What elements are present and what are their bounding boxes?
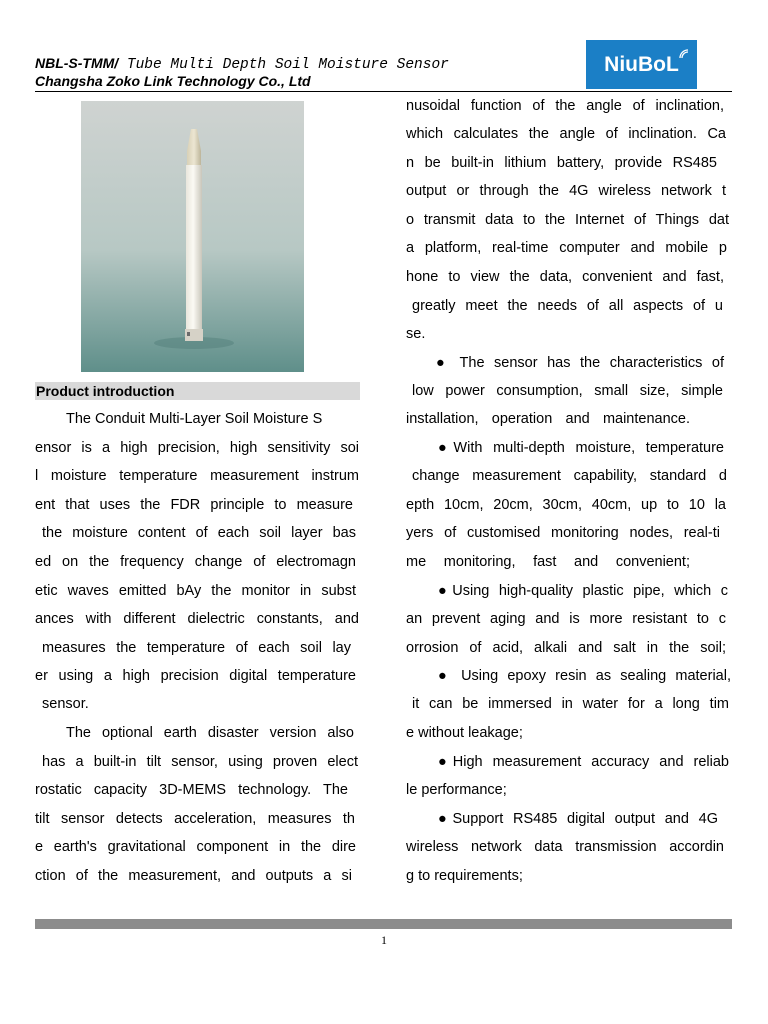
text-line: se. bbox=[406, 326, 426, 342]
niubol-logo bbox=[586, 40, 697, 89]
text-line: ●High measurement accuracy and reliab bbox=[438, 754, 729, 770]
text-line: g to requirements; bbox=[406, 868, 523, 884]
text-line: ● Using epoxy resin as sealing material, bbox=[438, 668, 731, 684]
text-line: me monitoring, fast and convenient; bbox=[406, 554, 690, 570]
text-line: ● The sensor has the characteristics of bbox=[436, 355, 724, 371]
text-line: an prevent aging and is more resistant to c bbox=[406, 611, 726, 627]
text-line: the moisture content of each soil layer bas bbox=[42, 525, 356, 541]
text-line: n be built-in lithium battery, provide RS485 bbox=[406, 155, 717, 171]
text-line: e without leakage; bbox=[406, 725, 523, 741]
text-line: low power consumption, small size, simple bbox=[412, 383, 723, 399]
section-heading-product-introduction: Product introduction bbox=[35, 382, 360, 400]
text-line: ction of the measurement, and outputs a si bbox=[35, 868, 352, 884]
text-line: er using a high precision digital temperature bbox=[35, 668, 356, 684]
document-title bbox=[35, 55, 449, 73]
product-title: Tube Multi Depth Soil Moisture Sensor bbox=[118, 57, 449, 73]
text-line: installation, operation and maintenance. bbox=[406, 411, 690, 427]
text-line: tilt sensor detects acceleration, measures th bbox=[35, 811, 355, 827]
text-line: The optional earth disaster version also bbox=[66, 725, 354, 741]
sensor-product-image bbox=[81, 101, 304, 372]
text-line: epth 10cm, 20cm, 30cm, 40cm, up to 10 la bbox=[406, 497, 726, 513]
text-line: ●With multi-depth moisture, temperature bbox=[438, 440, 724, 456]
text-line: nusoidal function of the angle of inclination, bbox=[406, 98, 724, 114]
text-line: o transmit data to the Internet of Things dat bbox=[406, 212, 729, 228]
logo-text: NiuBoL bbox=[604, 52, 679, 76]
text-line: has a built-in tilt sensor, using proven elect bbox=[42, 754, 358, 770]
text-line: ent that uses the FDR principle to measure bbox=[35, 497, 353, 513]
text-line: ensor is a high precision, high sensitivity soi bbox=[35, 440, 359, 456]
text-line: l moisture temperature measurement instrum bbox=[35, 468, 359, 484]
header-divider bbox=[35, 91, 732, 92]
text-line: etic waves emitted bAy the monitor in subst bbox=[35, 583, 356, 599]
footer-bar bbox=[35, 919, 732, 929]
text-line: which calculates the angle of inclination. Ca bbox=[406, 126, 726, 142]
text-line: The Conduit Multi-Layer Soil Moisture S bbox=[66, 411, 323, 427]
text-line: measures the temperature of each soil lay bbox=[42, 640, 351, 656]
text-line: rostatic capacity 3D-MEMS technology. The bbox=[35, 782, 348, 798]
text-line: ed on the frequency change of electromagn bbox=[35, 554, 356, 570]
text-line: ●Using high-quality plastic pipe, which c bbox=[438, 583, 728, 599]
model-code: NBL-S-TMM/ bbox=[35, 55, 119, 71]
text-line: yers of customised monitoring nodes, real-ti bbox=[406, 525, 720, 541]
signal-icon bbox=[679, 49, 689, 59]
company-name: Changsha Zoko Link Technology Co., Ltd bbox=[35, 73, 311, 89]
text-line: ●Support RS485 digital output and 4G bbox=[438, 811, 718, 827]
text-line: output or through the 4G wireless network t bbox=[406, 183, 726, 199]
text-line: it can be immersed in water for a long tim bbox=[412, 696, 729, 712]
text-line: hone to view the data, convenient and fast, bbox=[406, 269, 724, 285]
text-line: e earth's gravitational component in the dire bbox=[35, 839, 356, 855]
text-line: a platform, real-time computer and mobile p bbox=[406, 240, 727, 256]
text-line: change measurement capability, standard d bbox=[412, 468, 727, 484]
text-line: ances with different dielectric constants, and bbox=[35, 611, 359, 627]
text-line: wireless network data transmission accordin bbox=[406, 839, 724, 855]
page-number: 1 bbox=[381, 933, 387, 947]
text-line: greatly meet the needs of all aspects of u bbox=[412, 298, 723, 314]
text-line: sensor. bbox=[42, 696, 89, 712]
text-line: orrosion of acid, alkali and salt in the soil; bbox=[406, 640, 726, 656]
text-line: le performance; bbox=[406, 782, 507, 798]
